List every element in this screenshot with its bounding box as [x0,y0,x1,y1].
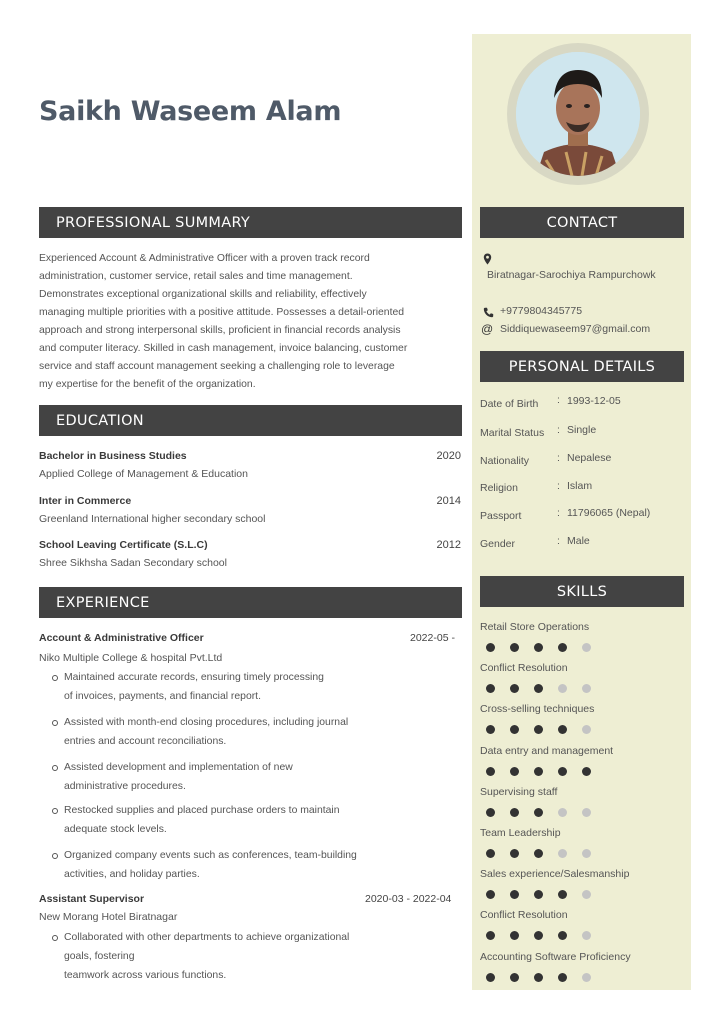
school: Greenland International higher secondary school [39,513,266,525]
degree: Bachelor in Business Studies [39,450,187,462]
rating-dot-empty [582,931,591,940]
rating-dot-filled [558,890,567,899]
rating-dot-filled [486,931,495,940]
rating-dot-filled [486,643,495,652]
rating-dot-empty [582,725,591,734]
phone-icon [483,305,494,323]
education-header [39,405,462,436]
rating-dot-filled [486,767,495,776]
skill-rating [486,767,591,776]
summary-line: approach and strong interpersonal skills, proficient in financial records analysis [39,325,401,336]
summary-line: service and staff account management seeking a challenging role to leverage [39,361,395,372]
rating-dot-filled [534,767,543,776]
contact-email: Siddiquewaseem97@gmail.com [500,323,651,335]
rating-dot-filled [510,849,519,858]
rating-dot-filled [486,684,495,693]
skill-rating [486,931,591,940]
education-year: 2012 [436,539,461,551]
job-duties-list [50,928,349,985]
skill-rating [486,684,591,693]
rating-dot-filled [582,767,591,776]
job-company: Niko Multiple College & hospital Pvt.Ltd [39,652,223,664]
rating-dot-filled [510,643,519,652]
email-icon: @ [481,322,494,336]
rating-dot-filled [534,849,543,858]
job-duties-list [50,668,357,884]
summary-line: my expertise for the benefit of the organization. [39,379,256,390]
skill-name: Cross-selling techniques [480,703,595,715]
education-year: 2020 [436,450,461,462]
summary-line: Experienced Account & Administrative Officer with a proven track record [39,253,370,264]
detail-value: Nepalese [567,452,612,464]
detail-label: Gender [480,538,516,550]
duty-item: Maintained accurate records, ensuring timely processing of invoices, payments, and financial report. [50,668,357,706]
skill-name: Supervising staff [480,786,558,798]
detail-label: Religion [480,482,518,494]
duty-item: Restocked supplies and placed purchase orders to maintain adequate stock levels. [50,801,357,839]
job-company: New Morang Hotel Biratnagar [39,911,178,923]
detail-separator: : [557,480,560,492]
rating-dot-filled [558,643,567,652]
rating-dot-filled [510,725,519,734]
duty-item: Collaborated with other departments to achieve organizational goals, fostering teamwork across various functions. [50,928,349,985]
rating-dot-filled [558,931,567,940]
rating-dot-empty [582,973,591,982]
rating-dot-filled [534,684,543,693]
job-title: Assistant Supervisor [39,893,145,905]
rating-dot-filled [486,849,495,858]
education-entry [39,539,461,569]
education-entry [39,495,461,525]
rating-dot-empty [582,890,591,899]
contact-header-label: CONTACT [546,214,618,231]
rating-dot-filled [558,973,567,982]
summary-text [39,250,459,394]
rating-dot-filled [510,767,519,776]
rating-dot-filled [510,890,519,899]
rating-dot-filled [510,684,519,693]
summary-line: managing multiple priorities with a positive attitude. Possesses a detail-oriented [39,307,405,318]
detail-value: 1993-12-05 [567,395,621,407]
duty-item: Organized company events such as conferences, team-building activities, and holiday parties. [50,846,357,884]
rating-dot-empty [582,643,591,652]
experience-header-label: EXPERIENCE [56,594,150,611]
rating-dot-filled [510,973,519,982]
detail-label: Date of Birth [480,398,539,410]
detail-separator: : [557,507,560,519]
skill-rating [486,849,591,858]
rating-dot-filled [486,808,495,817]
detail-separator: : [557,424,560,436]
rating-dot-empty [558,849,567,858]
skill-rating [486,890,591,899]
summary-line: and computer literacy. Skilled in cash management, invoice balancing, customer [39,343,408,354]
rating-dot-filled [486,890,495,899]
detail-label: Nationality [480,455,530,467]
rating-dot-empty [558,684,567,693]
detail-separator: : [557,394,560,406]
rating-dot-filled [486,973,495,982]
skill-name: Accounting Software Proficiency [480,951,631,963]
contact-address: Biratnagar-Sarochiya Rampurchowk [487,269,656,281]
skill-name: Sales experience/Salesmanship [480,868,630,880]
rating-dot-filled [534,931,543,940]
rating-dot-empty [558,808,567,817]
contact-phone: +9779804345775 [500,305,583,317]
detail-value: 11796065 (Nepal) [567,507,651,519]
rating-dot-filled [534,808,543,817]
experience-header [39,587,462,618]
duty-item: Assisted with month-end closing procedures, including journal entries and account reconciliations. [50,713,357,751]
detail-value: Male [567,535,590,547]
location-icon [483,252,492,270]
detail-separator: : [557,452,560,464]
skill-name: Data entry and management [480,745,614,757]
contact-header [480,207,684,238]
skill-name: Team Leadership [480,827,561,839]
rating-dot-empty [582,849,591,858]
rating-dot-filled [534,643,543,652]
candidate-name: Saikh Waseem Alam [39,96,342,127]
degree: Inter in Commerce [39,495,132,507]
education-header-label: EDUCATION [56,412,144,429]
rating-dot-empty [582,808,591,817]
personal-details-header [480,351,684,382]
rating-dot-filled [534,725,543,734]
summary-line: Demonstrates exceptional organizational skills and reliability, effectively [39,289,367,300]
profile-photo [516,52,640,176]
school: Shree Sikhsha Sadan Secondary school [39,557,227,569]
detail-label: Passport [480,510,522,522]
rating-dot-filled [486,725,495,734]
duty-item: Assisted development and implementation of new administrative procedures. [50,758,357,796]
detail-value: Single [567,424,597,436]
skill-rating [486,808,591,817]
rating-dot-filled [558,767,567,776]
skill-rating [486,643,591,652]
detail-value: Islam [567,480,593,492]
school: Applied College of Management & Education [39,468,248,480]
skills-header-label: SKILLS [556,583,608,600]
rating-dot-filled [510,931,519,940]
education-year: 2014 [436,495,461,507]
skills-header [480,576,684,607]
personal-details-header-label: PERSONAL DETAILS [508,358,656,375]
summary-header-label: PROFESSIONAL SUMMARY [56,214,251,231]
skill-rating [486,973,591,982]
skill-rating [486,725,591,734]
detail-label: Marital Status [480,427,545,439]
detail-separator: : [557,535,560,547]
skill-name: Conflict Resolution [480,909,568,921]
summary-line: administration, customer service, retail sales and time management. [39,271,353,282]
job-title: Account & Administrative Officer [39,632,204,644]
rating-dot-filled [534,890,543,899]
summary-header [39,207,462,238]
rating-dot-filled [534,973,543,982]
rating-dot-empty [582,684,591,693]
skill-name: Retail Store Operations [480,621,590,633]
skill-name: Conflict Resolution [480,662,568,674]
job-dates: 2022-05 - [410,632,455,644]
rating-dot-filled [510,808,519,817]
rating-dot-filled [558,725,567,734]
education-entry [39,450,461,480]
degree: School Leaving Certificate (S.L.C) [39,539,208,551]
job-dates: 2020-03 - 2022-04 [365,893,452,905]
